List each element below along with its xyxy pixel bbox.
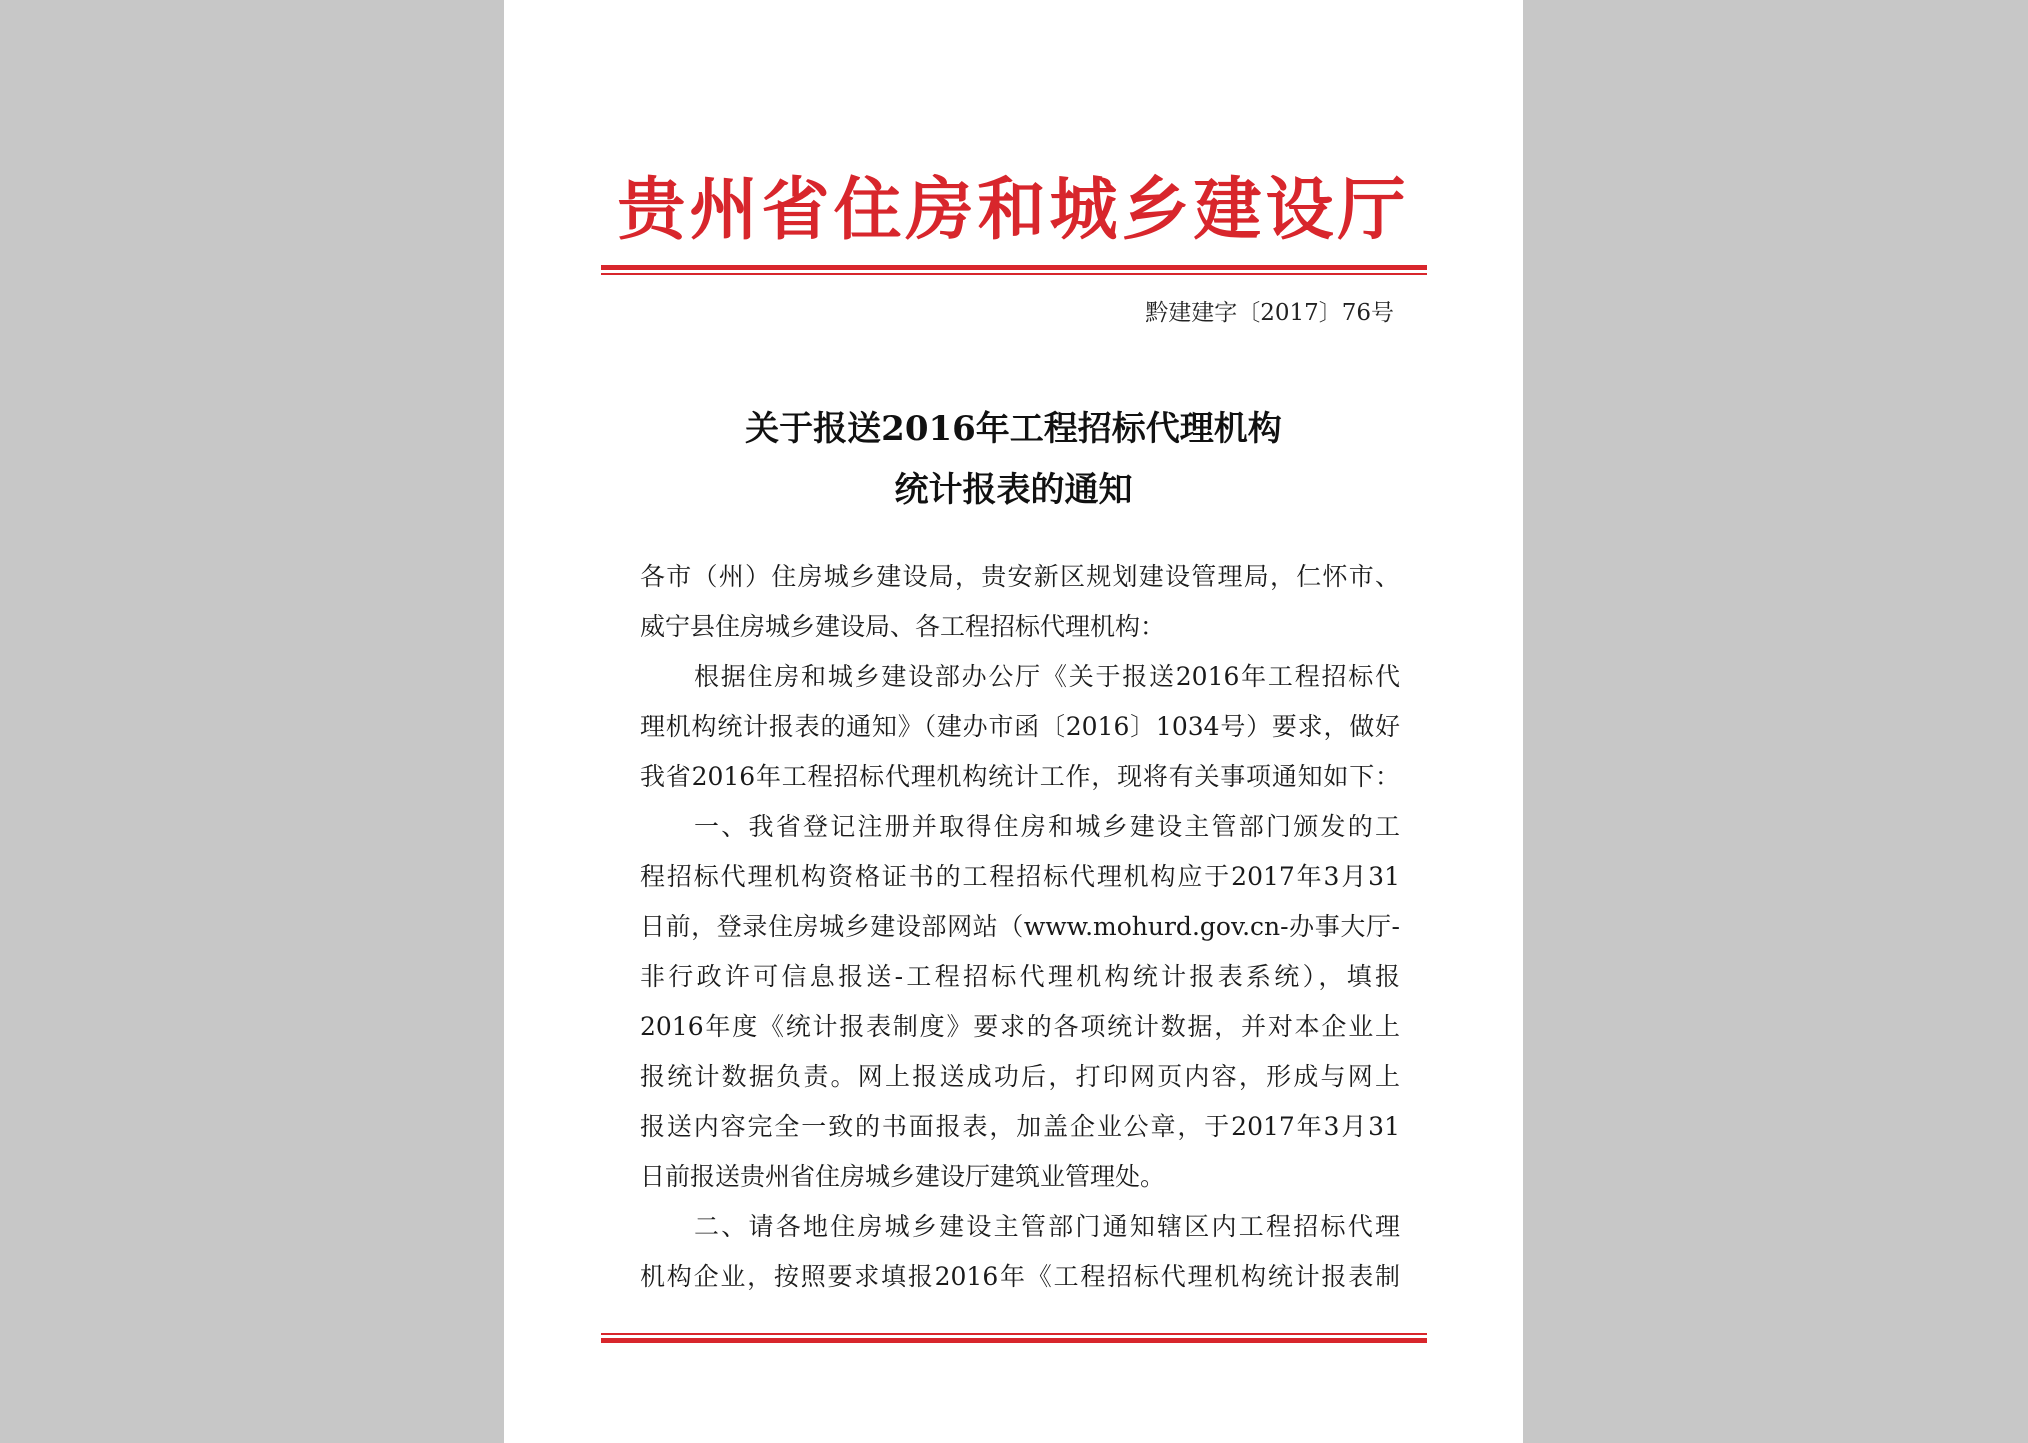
document-page	[504, 0, 1523, 1443]
body-line: 机构企业，按照要求填报2016年《工程招标代理机构统计报表制	[640, 1262, 1400, 1291]
body-line: 一、我省登记注册并取得住房和城乡建设主管部门颁发的工	[694, 812, 1400, 841]
body-line: 威宁县住房城乡建设局、各工程招标代理机构：	[640, 612, 1166, 641]
footer-red-rule-thin	[601, 1333, 1427, 1335]
body-line: 日前报送贵州省住房城乡建设厅建筑业管理处。	[640, 1162, 1166, 1191]
body-line: 日前，登录住房城乡建设部网站（www.mohurd.gov.cn-办事大厅-	[640, 912, 1400, 941]
body-line: 报送内容完全一致的书面报表，加盖企业公章，于2017年3月31	[640, 1112, 1400, 1141]
document-title-line-2: 统计报表的通知	[894, 470, 1133, 510]
body-line: 理机构统计报表的通知》（建办市函〔2016〕1034号）要求，做好	[640, 712, 1400, 741]
body-line: 我省2016年工程招标代理机构统计工作，现将有关事项通知如下：	[640, 762, 1400, 791]
body-line: 报统计数据负责。网上报送成功后，打印网页内容，形成与网上	[640, 1062, 1400, 1091]
footer-red-rule-thick	[601, 1338, 1427, 1343]
body-line: 程招标代理机构资格证书的工程招标代理机构应于2017年3月31	[640, 862, 1400, 891]
header-red-rule-thick	[601, 265, 1427, 270]
body-line: 二、请各地住房城乡建设主管部门通知辖区内工程招标代理	[694, 1212, 1400, 1241]
body-line: 2016年度《统计报表制度》要求的各项统计数据，并对本企业上	[640, 1012, 1400, 1041]
body-line: 根据住房和城乡建设部办公厅《关于报送2016年工程招标代	[694, 662, 1400, 691]
agency-header-title: 贵州省住房和城乡建设厅	[617, 170, 1410, 250]
body-line: 各市（州）住房城乡建设局，贵安新区规划建设管理局，仁怀市、	[640, 562, 1400, 591]
document-number: 黔建建字〔2017〕76号	[1145, 300, 1394, 326]
body-line: 非行政许可信息报送-工程招标代理机构统计报表系统），填报	[640, 962, 1400, 991]
header-red-rule-thin	[601, 273, 1427, 275]
document-title-line-1: 关于报送2016年工程招标代理机构	[745, 409, 1282, 449]
